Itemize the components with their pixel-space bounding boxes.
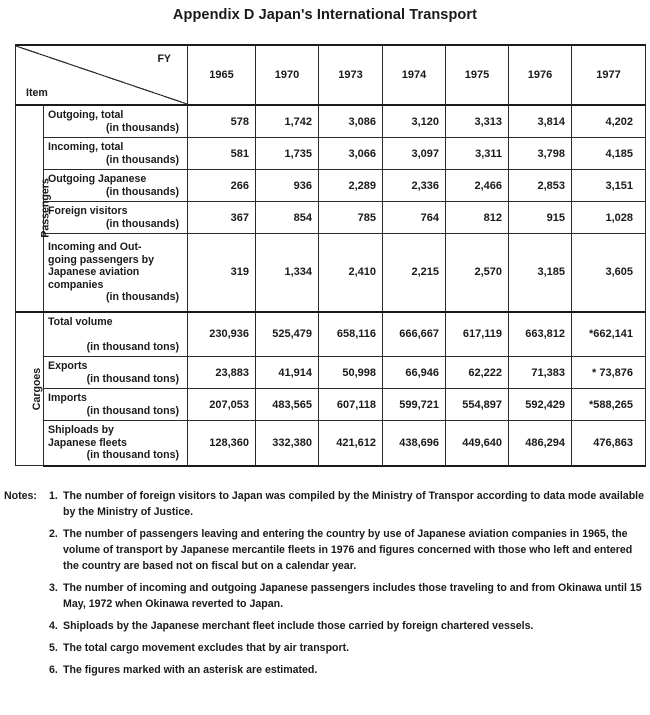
note-item (4, 640, 644, 656)
header-row (16, 45, 646, 105)
notes-section (4, 488, 644, 684)
value-cell: 2,853 (509, 170, 572, 202)
passengers-group-label (16, 105, 52, 312)
value-cell: 332,380 (256, 421, 319, 466)
value-cell: * 73,876 (572, 357, 646, 389)
transport-table (15, 44, 646, 467)
row-label-line: Incoming and Out- (48, 241, 142, 253)
value-cell: 3,311 (446, 138, 509, 170)
value-cell: 483,565 (256, 389, 319, 421)
value-cell: 486,294 (509, 421, 572, 466)
note-number: 6. (49, 664, 58, 676)
year-header: 1977 (572, 45, 646, 105)
row-unit: (in thousand tons) (86, 372, 179, 385)
row-label-line: Total volume (48, 315, 113, 328)
value-cell: 66,946 (383, 357, 446, 389)
row-unit: (in thousands) (106, 217, 179, 230)
note-text: The number of incoming and outgoing Japanese passengers includes those traveling to and from Okinawa until 15 May, 1972 when Okinawa reverted to Japan. (63, 582, 642, 610)
note-number: 4. (49, 620, 58, 632)
value-cell: 476,863 (572, 421, 646, 466)
row-label (44, 105, 188, 138)
value-cell: 128,360 (188, 421, 256, 466)
table-row (16, 170, 646, 202)
cargoes-group-label (16, 312, 44, 466)
row-unit: (in thousands) (106, 153, 179, 166)
row-label (44, 357, 188, 389)
note-text: The figures marked with an asterisk are estimated. (63, 664, 318, 676)
value-cell: 578 (188, 105, 256, 138)
table-row (16, 421, 646, 466)
note-item (4, 526, 644, 574)
note-item (4, 488, 644, 520)
page-title: Appendix D Japan's International Transport (172, 7, 478, 23)
value-cell: 663,812 (509, 312, 572, 357)
value-cell: 592,429 (509, 389, 572, 421)
value-cell: 581 (188, 138, 256, 170)
value-cell: 764 (383, 202, 446, 234)
value-cell: 421,612 (319, 421, 383, 466)
row-unit: (in thousands) (106, 185, 179, 198)
value-cell: 23,883 (188, 357, 256, 389)
value-cell: 41,914 (256, 357, 319, 389)
header-corner-cell (16, 45, 188, 105)
value-cell: 617,119 (446, 312, 509, 357)
value-cell: 207,053 (188, 389, 256, 421)
value-cell: 3,313 (446, 105, 509, 138)
row-label (44, 234, 188, 312)
value-cell: 62,222 (446, 357, 509, 389)
table-row (16, 105, 646, 138)
passengers-group-text: Passengers (39, 178, 52, 238)
value-cell: 3,814 (509, 105, 572, 138)
value-cell: *588,265 (572, 389, 646, 421)
value-cell: 3,097 (383, 138, 446, 170)
fy-label: FY (157, 53, 171, 65)
table-row (16, 138, 646, 170)
row-unit: (in thousands) (106, 291, 179, 303)
row-label-line: companies (48, 278, 104, 291)
year-header: 1974 (383, 45, 446, 105)
value-cell: 1,334 (256, 234, 319, 312)
table-row (16, 312, 646, 357)
value-cell: 2,215 (383, 234, 446, 312)
note-text: The total cargo movement excludes that by air transport. (63, 642, 350, 654)
row-unit: (in thousand tons) (86, 449, 179, 461)
value-cell: 3,185 (509, 234, 572, 312)
row-unit: (in thousand tons) (86, 340, 179, 353)
value-cell: 607,118 (319, 389, 383, 421)
note-number: 5. (49, 642, 58, 654)
value-cell: 3,120 (383, 105, 446, 138)
value-cell: 449,640 (446, 421, 509, 466)
row-unit: (in thousands) (106, 121, 179, 134)
note-item (4, 580, 644, 612)
row-label-line: Outgoing Japanese (48, 173, 147, 185)
row-label (44, 421, 188, 466)
note-item (4, 662, 644, 678)
row-label (44, 389, 188, 421)
row-label-line: Exports (48, 360, 88, 372)
value-cell: 4,185 (572, 138, 646, 170)
row-label-line: Shiploads by (48, 424, 114, 436)
row-label-line: Japanese fleets (48, 436, 127, 449)
row-label-line: going passengers by (48, 253, 154, 266)
value-cell: 2,336 (383, 170, 446, 202)
value-cell: *662,141 (572, 312, 646, 357)
value-cell: 666,667 (383, 312, 446, 357)
note-number: 1. (49, 490, 58, 502)
notes-heading: Notes: (4, 490, 37, 502)
row-label-line: Japanese aviation (48, 266, 140, 278)
row-label-line: Imports (48, 392, 87, 404)
row-label (44, 202, 188, 234)
table-row (16, 357, 646, 389)
value-cell: 812 (446, 202, 509, 234)
value-cell: 1,742 (256, 105, 319, 138)
value-cell: 1,735 (256, 138, 319, 170)
value-cell: 785 (319, 202, 383, 234)
value-cell: 319 (188, 234, 256, 312)
row-label (44, 170, 188, 202)
value-cell: 1,028 (572, 202, 646, 234)
value-cell: 230,936 (188, 312, 256, 357)
row-label-line: Foreign visitors (48, 205, 128, 217)
note-item (4, 618, 644, 634)
value-cell: 3,798 (509, 138, 572, 170)
value-cell: 2,570 (446, 234, 509, 312)
row-label-line: Outgoing, total (48, 109, 124, 121)
year-header: 1973 (319, 45, 383, 105)
value-cell: 2,410 (319, 234, 383, 312)
value-cell: 854 (256, 202, 319, 234)
value-cell: 658,116 (319, 312, 383, 357)
value-cell: 3,086 (319, 105, 383, 138)
note-text: The number of foreign visitors to Japan was compiled by the Ministry of Transpor according to data mode available by the Ministry of Justice. (63, 490, 645, 518)
value-cell: 367 (188, 202, 256, 234)
value-cell: 936 (256, 170, 319, 202)
row-label (44, 138, 188, 170)
value-cell: 438,696 (383, 421, 446, 466)
year-header: 1975 (446, 45, 509, 105)
row-unit: (in thousand tons) (86, 404, 179, 417)
note-text: The number of passengers leaving and entering the country by use of Japanese aviation companies in 1965, the volume of transport by Japanese mercantile fleets in 1976 and figures concerned with those who left and entered the country are based not on fiscal but on a calendar year. (63, 528, 633, 572)
value-cell: 4,202 (572, 105, 646, 138)
table-row (16, 202, 646, 234)
cargoes-group-text: Cargoes (31, 367, 44, 410)
year-header: 1965 (188, 45, 256, 105)
row-label-line (48, 328, 183, 341)
value-cell: 915 (509, 202, 572, 234)
item-label: Item (26, 87, 48, 99)
value-cell: 50,998 (319, 357, 383, 389)
value-cell: 2,466 (446, 170, 509, 202)
table-row (16, 234, 646, 312)
note-number: 2. (49, 528, 58, 540)
value-cell: 71,383 (509, 357, 572, 389)
value-cell: 266 (188, 170, 256, 202)
value-cell: 2,289 (319, 170, 383, 202)
value-cell: 599,721 (383, 389, 446, 421)
note-number: 3. (49, 582, 58, 594)
value-cell: 525,479 (256, 312, 319, 357)
year-header: 1970 (256, 45, 319, 105)
note-text: Shiploads by the Japanese merchant fleet include those carried by foreign chartered vessels. (63, 620, 534, 632)
value-cell: 3,151 (572, 170, 646, 202)
value-cell: 3,066 (319, 138, 383, 170)
value-cell: 3,605 (572, 234, 646, 312)
year-header: 1976 (509, 45, 572, 105)
row-label (44, 312, 188, 357)
value-cell: 554,897 (446, 389, 509, 421)
table-row (16, 389, 646, 421)
row-label-line: Incoming, total (48, 141, 124, 153)
